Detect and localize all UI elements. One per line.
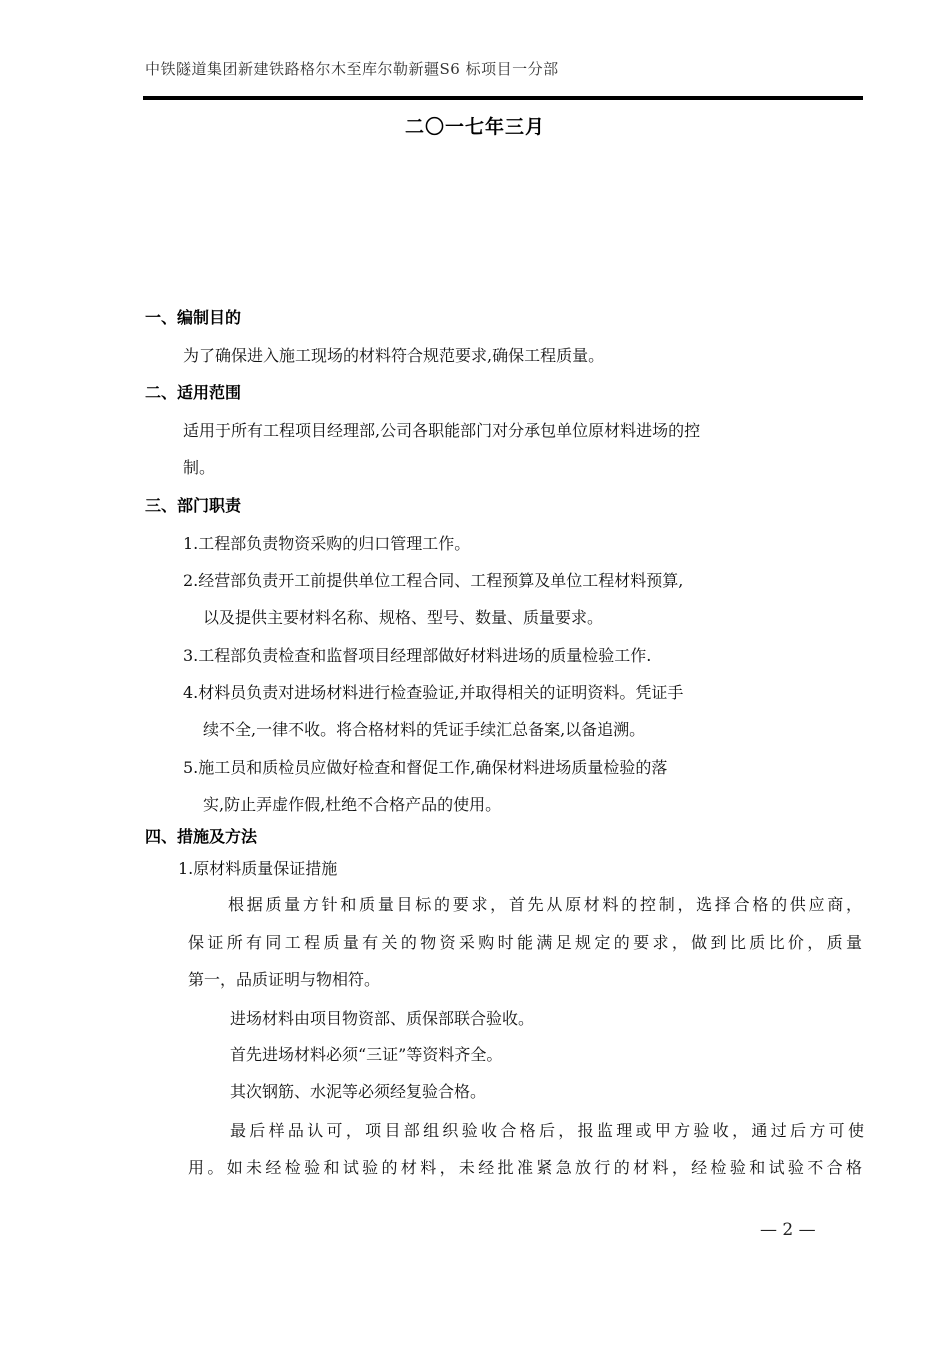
page-number: — 2 — <box>760 1220 816 1240</box>
responsibility-item-4-line2: 续不全,一律不收。将合格材料的凭证手续汇总备案,以备追溯。 <box>203 720 646 739</box>
responsibility-item-5-line1: 5.施工员和质检员应做好检查和督促工作,确保材料进场质量检验的落 <box>183 758 668 777</box>
measures-para1-line2: 保证所有同工程质量有关的物资采购时能满足规定的要求，做到比质比价，质量 <box>188 933 862 952</box>
measures-subheading: 1.原材料质量保证措施 <box>178 859 338 878</box>
section-body-purpose: 为了确保进入施工现场的材料符合规范要求,确保工程质量。 <box>183 346 605 365</box>
section-body-scope-line2: 制。 <box>183 458 216 477</box>
measures-para2: 进场材料由项目物资部、质保部联合验收。 <box>230 1009 535 1028</box>
responsibility-item-5-line2: 实,防止弄虚作假,杜绝不合格产品的使用。 <box>203 795 502 814</box>
measures-para5-line1: 最后样品认可，项目部组织验收合格后，报监理或甲方验收，通过后方可使 <box>230 1121 864 1140</box>
measures-para4: 其次钢筋、水泥等必须经复验合格。 <box>230 1082 487 1101</box>
header-rule <box>143 96 863 100</box>
measures-para1-line1: 根据质量方针和质量目标的要求，首先从原材料的控制，选择合格的供应商， <box>228 895 862 914</box>
responsibility-item-2-line2: 以及提供主要材料名称、规格、型号、数量、质量要求。 <box>203 608 604 627</box>
responsibility-item-4-line1: 4.材料员负责对进场材料进行检查验证,并取得相关的证明资料。凭证手 <box>183 683 684 702</box>
responsibility-item-2-line1: 2.经营部负责开工前提供单位工程合同、工程预算及单位工程材料预算, <box>183 571 684 590</box>
section-body-scope-line1: 适用于所有工程项目经理部,公司各职能部门对分承包单位原材料进场的控 <box>183 421 701 440</box>
section-heading-measures: 四、措施及方法 <box>145 827 258 846</box>
measures-para5-line2: 用。如未经检验和试验的材料，未经批准紧急放行的材料，经检验和试验不合格 <box>188 1158 862 1177</box>
section-heading-scope: 二、适用范围 <box>145 383 242 402</box>
section-heading-responsibilities: 三、部门职责 <box>145 496 242 515</box>
responsibility-item-1: 1.工程部负责物资采购的归口管理工作。 <box>183 534 471 553</box>
measures-para1-line3: 第一，品质证明与物相符。 <box>188 970 381 989</box>
responsibility-item-3: 3.工程部负责检查和监督项目经理部做好材料进场的质量检验工作. <box>183 646 652 665</box>
page-header-title: 中铁隧道集团新建铁路格尔木至库尔勒新疆S6 标项目一分部 <box>145 60 559 78</box>
date-title: 二〇一七年三月 <box>404 116 545 138</box>
section-heading-purpose: 一、编制目的 <box>145 308 242 327</box>
measures-para3: 首先进场材料必须“三证”等资料齐全。 <box>230 1045 503 1064</box>
